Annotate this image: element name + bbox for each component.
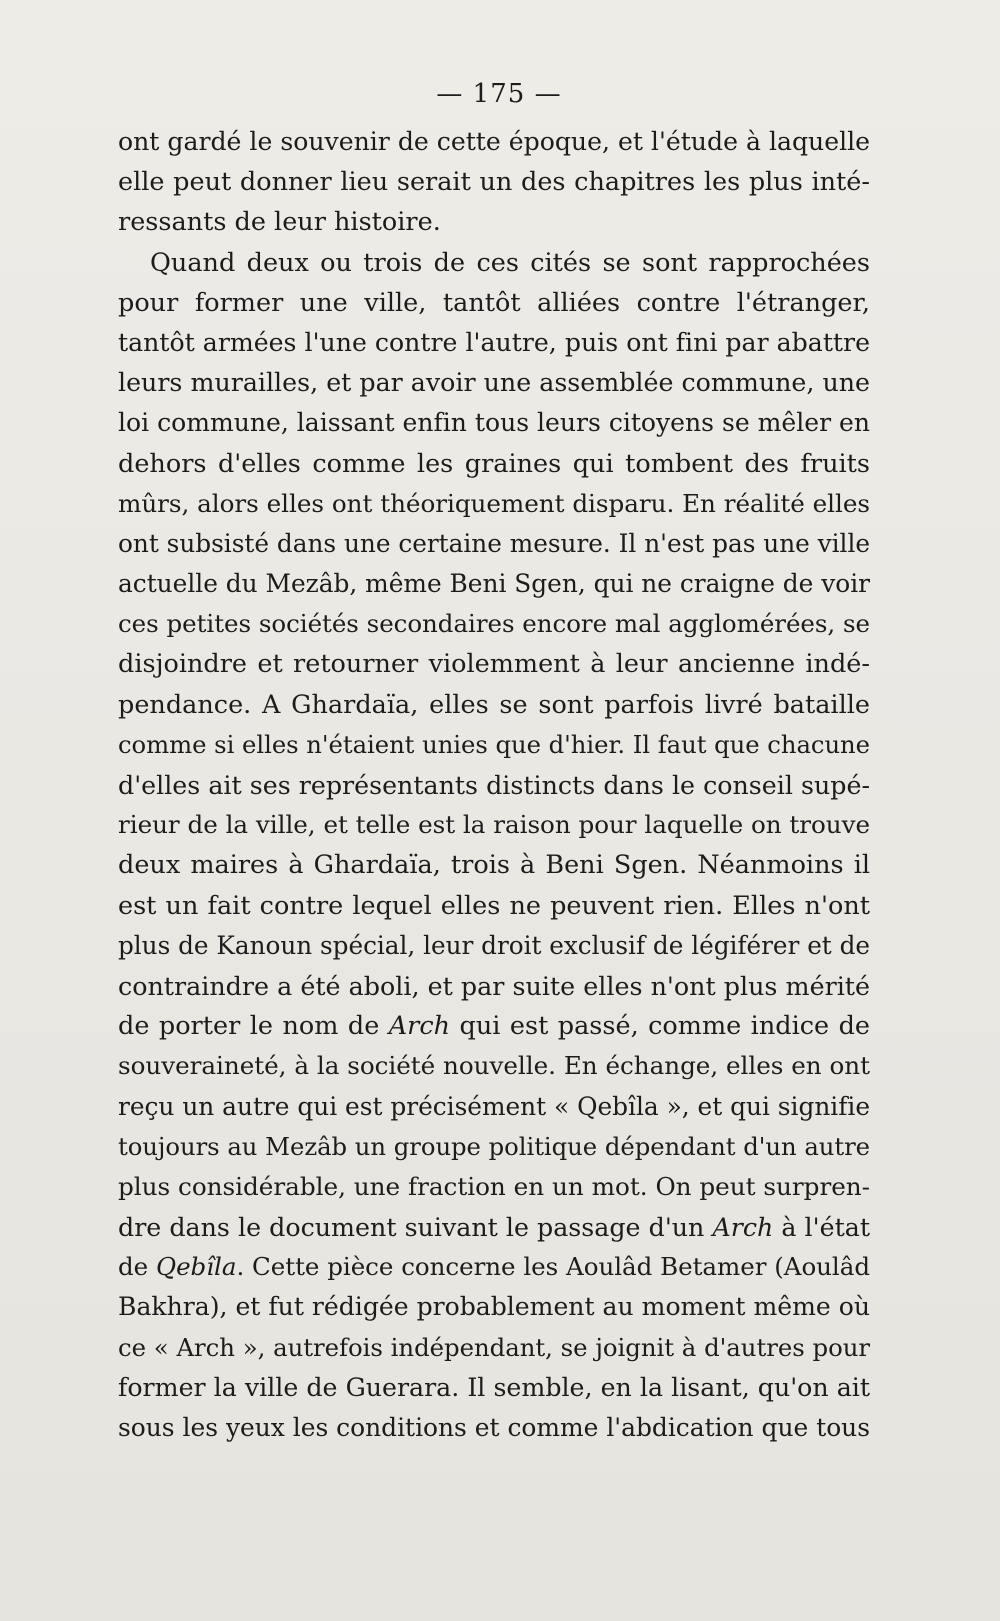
body-text	[118, 122, 870, 1448]
text-line	[118, 765, 870, 805]
italic-term: Arch	[388, 1011, 451, 1042]
text-segment: ont subsisté dans une certaine mesure. Il n'est pas une ville	[118, 528, 870, 558]
text-line	[118, 403, 870, 443]
text-line	[118, 725, 870, 765]
text-line	[118, 1207, 870, 1247]
text-segment: sous les yeux les conditions et comme l'abdication que tous	[118, 1413, 870, 1442]
text-segment: de	[118, 1252, 156, 1282]
text-segment: leurs murailles, et par avoir une assemblée commune, une	[118, 368, 870, 398]
text-line	[118, 1006, 870, 1046]
text-segment: dehors d'elles comme les graines qui tombent des fruits	[118, 448, 870, 479]
text-line	[118, 484, 870, 524]
text-line	[118, 1408, 870, 1448]
text-segment: . Cette pièce concerne les Aoulâd Betamer (Aoulâd	[236, 1252, 871, 1282]
text-segment: disjoindre et retourner violemment à leur ancienne indé-	[118, 649, 870, 680]
text-segment: loi commune, laissant enfin tous leurs citoyens se mêler en	[118, 408, 870, 438]
italic-term: Arch	[712, 1212, 774, 1243]
text-segment: Quand deux ou trois de ces cités se sont rapprochées	[150, 247, 870, 278]
text-segment: dre dans le document suivant le passage d'un	[118, 1212, 713, 1243]
text-line	[118, 1368, 870, 1408]
text-segment: ce « Arch », autrefois indépendant, se joignit à d'autres pour	[118, 1332, 870, 1362]
text-line	[118, 604, 870, 644]
text-segment: toujours au Mezâb un groupe politique dépendant d'un autre	[118, 1131, 870, 1161]
text-segment: tantôt armées l'une contre l'autre, puis ont fini par abattre	[118, 327, 870, 357]
text-segment: plus considérable, une fraction en un mot. On peut surpren-	[118, 1171, 870, 1201]
text-line	[118, 685, 870, 725]
text-segment: elle peut donner lieu serait un des chapitres les plus inté-	[118, 167, 870, 198]
text-segment: reçu un autre qui est précisément « Qebîla », et qui signifie	[118, 1091, 870, 1121]
text-segment: rieur de la ville, et telle est la raison pour laquelle on trouve	[118, 810, 870, 840]
text-segment: Bakhra), et fut rédigée probablement au moment même où	[118, 1292, 870, 1322]
page-number: — 175 —	[436, 79, 562, 109]
text-line	[118, 805, 870, 845]
text-segment: à l'état	[773, 1212, 870, 1243]
text-line	[118, 926, 870, 966]
text-line	[118, 1127, 870, 1167]
text-segment: deux maires à Ghardaïa, trois à Beni Sgen. Néanmoins il	[118, 850, 870, 881]
text-line	[118, 886, 870, 926]
text-line	[118, 845, 870, 885]
text-segment: de porter le nom de	[118, 1011, 389, 1042]
text-line	[118, 1087, 870, 1127]
text-segment: plus de Kanoun spécial, leur droit exclusif de légiférer et de	[118, 930, 870, 960]
text-segment: ressants de leur histoire.	[118, 207, 441, 238]
text-segment: d'elles ait ses représentants distincts dans le conseil supé-	[118, 770, 870, 800]
text-line	[118, 1328, 870, 1368]
text-line	[118, 363, 870, 403]
text-segment: est un fait contre lequel elles ne peuvent rien. Elles n'ont	[118, 890, 870, 921]
text-segment: mûrs, alors elles ont théoriquement disparu. En réalité elles	[118, 488, 870, 518]
text-line	[118, 1167, 870, 1207]
text-segment: souveraineté, à la société nouvelle. En échange, elles en ont	[118, 1051, 870, 1081]
text-segment: qui est passé, comme indice de	[450, 1011, 870, 1042]
text-line	[118, 1247, 870, 1287]
text-segment: comme si elles n'étaient unies que d'hier. Il faut que chacune	[118, 729, 870, 759]
text-line	[118, 1046, 870, 1086]
text-segment: pendance. A Ghardaïa, elles se sont parfois livré bataille	[118, 689, 870, 720]
text-segment: pour former une ville, tantôt alliées contre l'étranger,	[118, 287, 870, 318]
text-segment: ces petites sociétés secondaires encore mal agglomérées, se	[118, 609, 870, 639]
text-line	[118, 283, 870, 323]
text-line	[118, 644, 870, 684]
text-segment: contraindre a été aboli, et par suite elles n'ont plus mérité	[118, 970, 870, 1001]
text-line	[118, 1287, 870, 1327]
text-line	[118, 564, 870, 604]
text-line	[118, 202, 870, 242]
text-line	[118, 122, 870, 162]
text-segment: ont gardé le souvenir de cette époque, et l'étude à laquelle	[118, 127, 870, 156]
italic-term: Qebîla	[156, 1252, 237, 1282]
text-line	[118, 966, 870, 1006]
text-line	[118, 162, 870, 202]
text-line	[118, 524, 870, 564]
text-line	[118, 444, 870, 484]
text-segment: actuelle du Mezâb, même Beni Sgen, qui ne craigne de voir	[118, 569, 870, 599]
text-segment: former la ville de Guerara. Il semble, en la lisant, qu'on ait	[118, 1372, 870, 1402]
text-line	[118, 323, 870, 363]
text-line	[118, 243, 870, 283]
